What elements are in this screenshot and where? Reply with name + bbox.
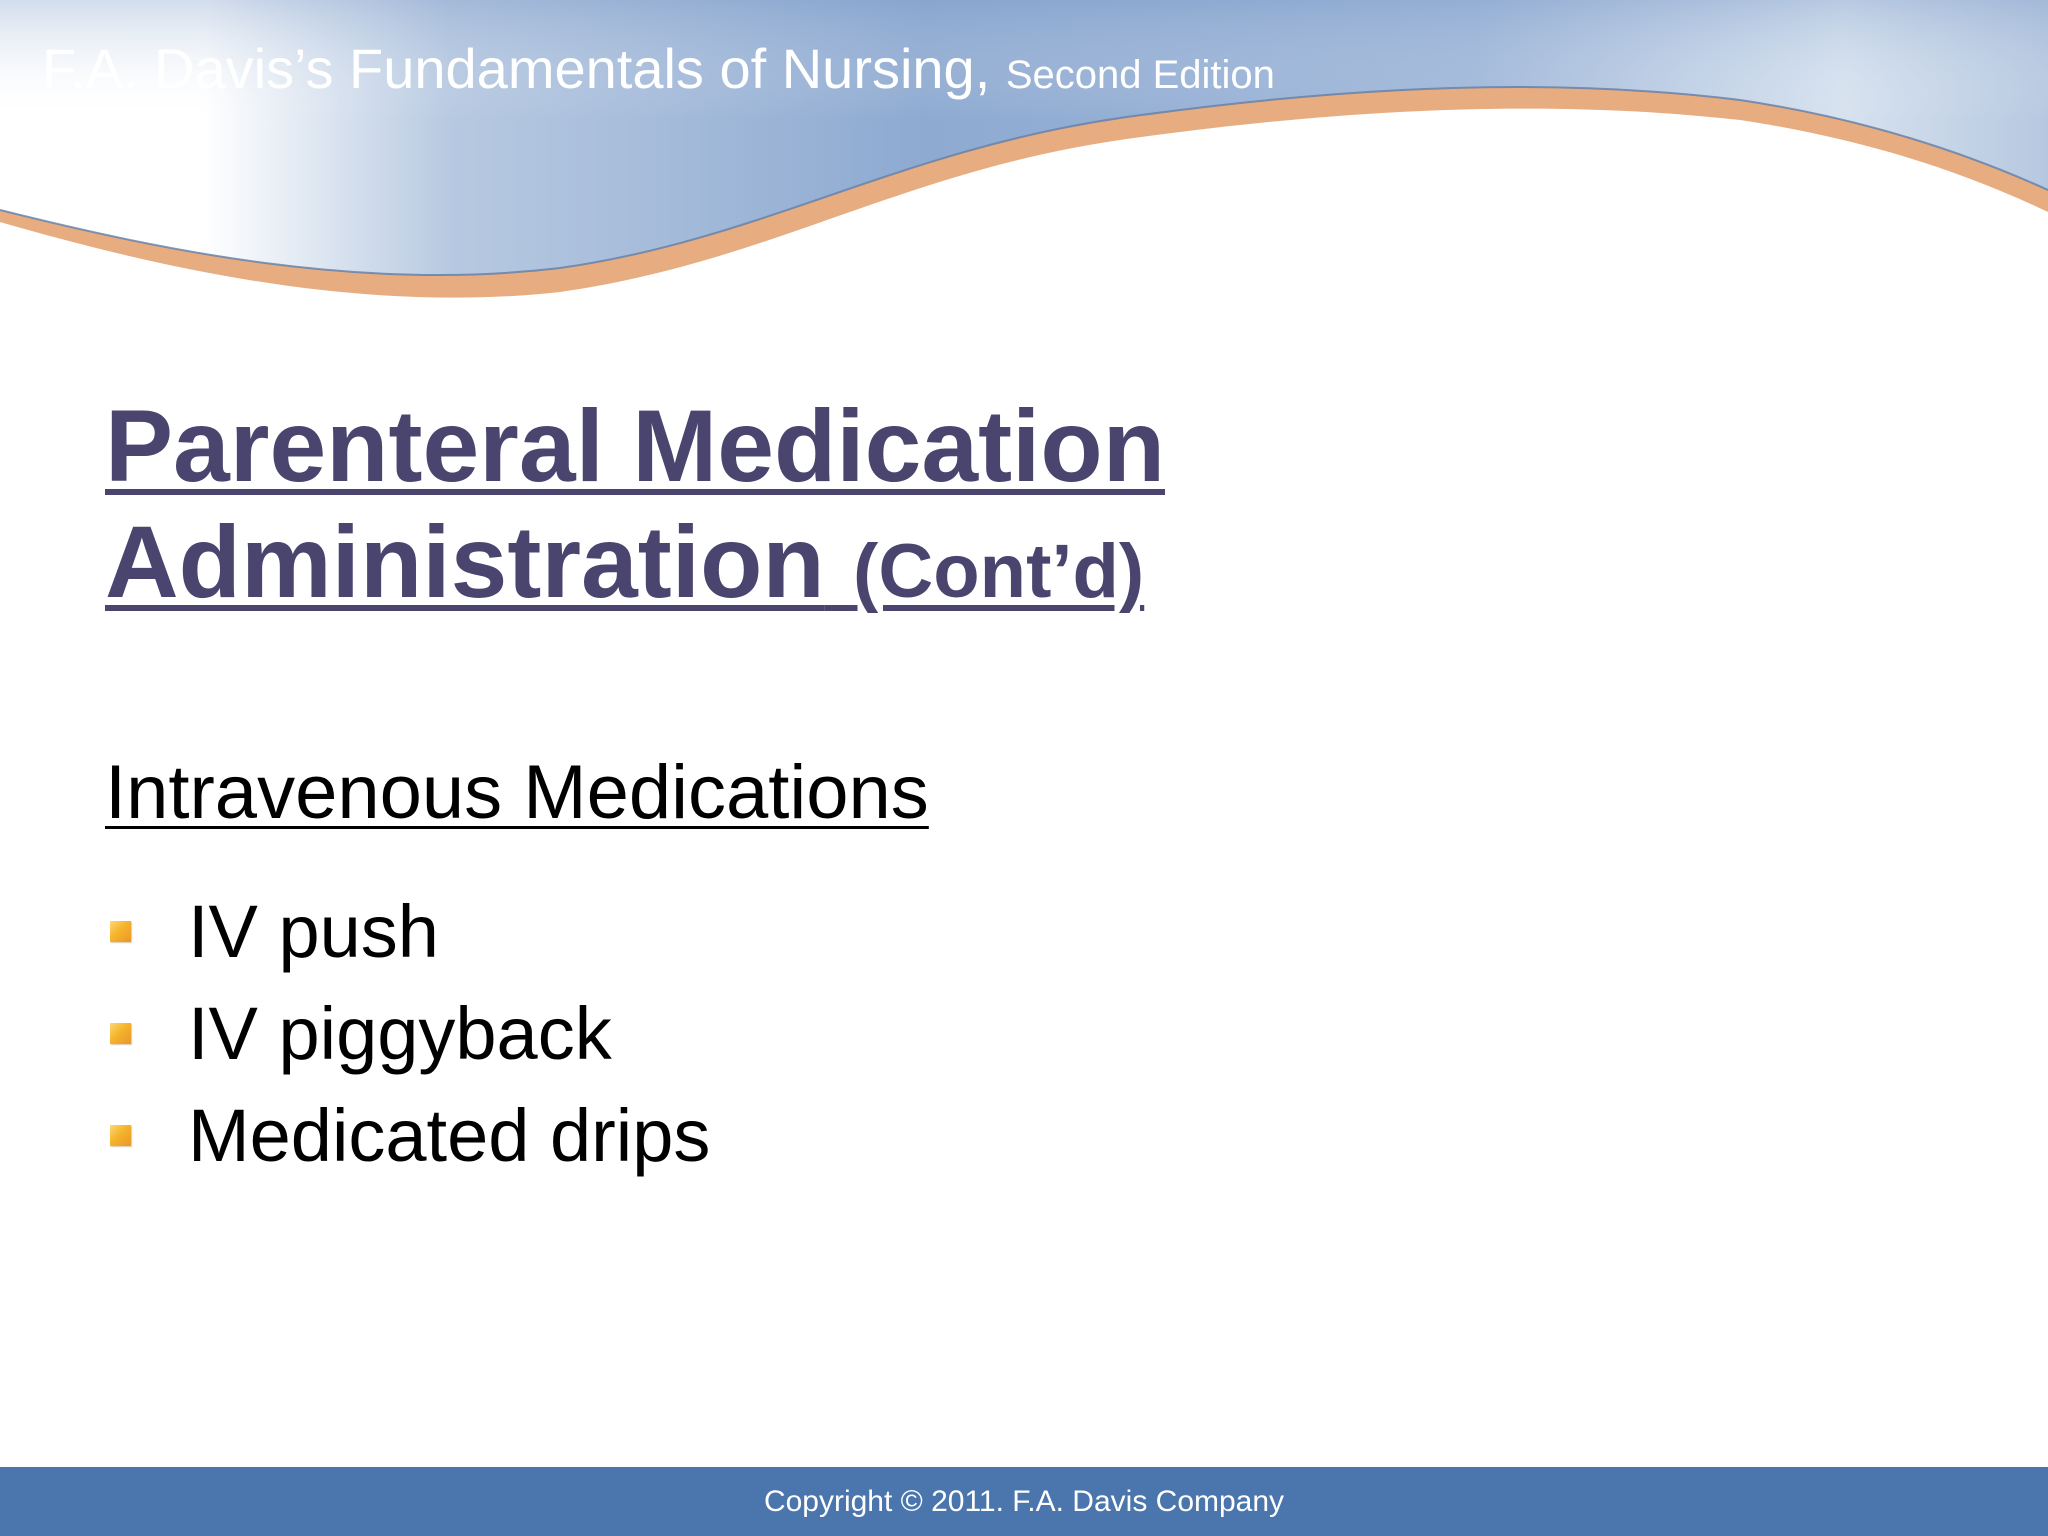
section-subheading: Intravenous Medications xyxy=(105,750,929,835)
bullet-square-icon xyxy=(110,921,131,942)
copyright-text: Copyright © 2011. F.A. Davis Company xyxy=(763,1484,1285,1518)
book-title-header xyxy=(42,36,1275,108)
book-title: F.A. Davis’s Fundamentals of Nursing, xyxy=(42,37,991,100)
list-item xyxy=(110,880,710,982)
bullet-list xyxy=(110,880,710,1186)
bullet-text: IV piggyback xyxy=(188,991,612,1075)
bullet-text: Medicated drips xyxy=(188,1093,711,1177)
list-item xyxy=(110,1084,710,1186)
bullet-text: IV push xyxy=(188,889,439,973)
footer-bar xyxy=(0,1467,2048,1536)
title-main-word: Administration xyxy=(105,505,825,619)
title-line-2 xyxy=(105,504,1165,630)
slide-title xyxy=(105,388,1165,630)
list-item xyxy=(110,982,710,1084)
title-continued-label: (Cont’d) xyxy=(853,529,1145,614)
edition-label: Second Edition xyxy=(1005,53,1275,97)
bullet-square-icon xyxy=(110,1125,131,1146)
bullet-square-icon xyxy=(110,1023,131,1044)
title-line-1: Parenteral Medication xyxy=(105,389,1165,503)
